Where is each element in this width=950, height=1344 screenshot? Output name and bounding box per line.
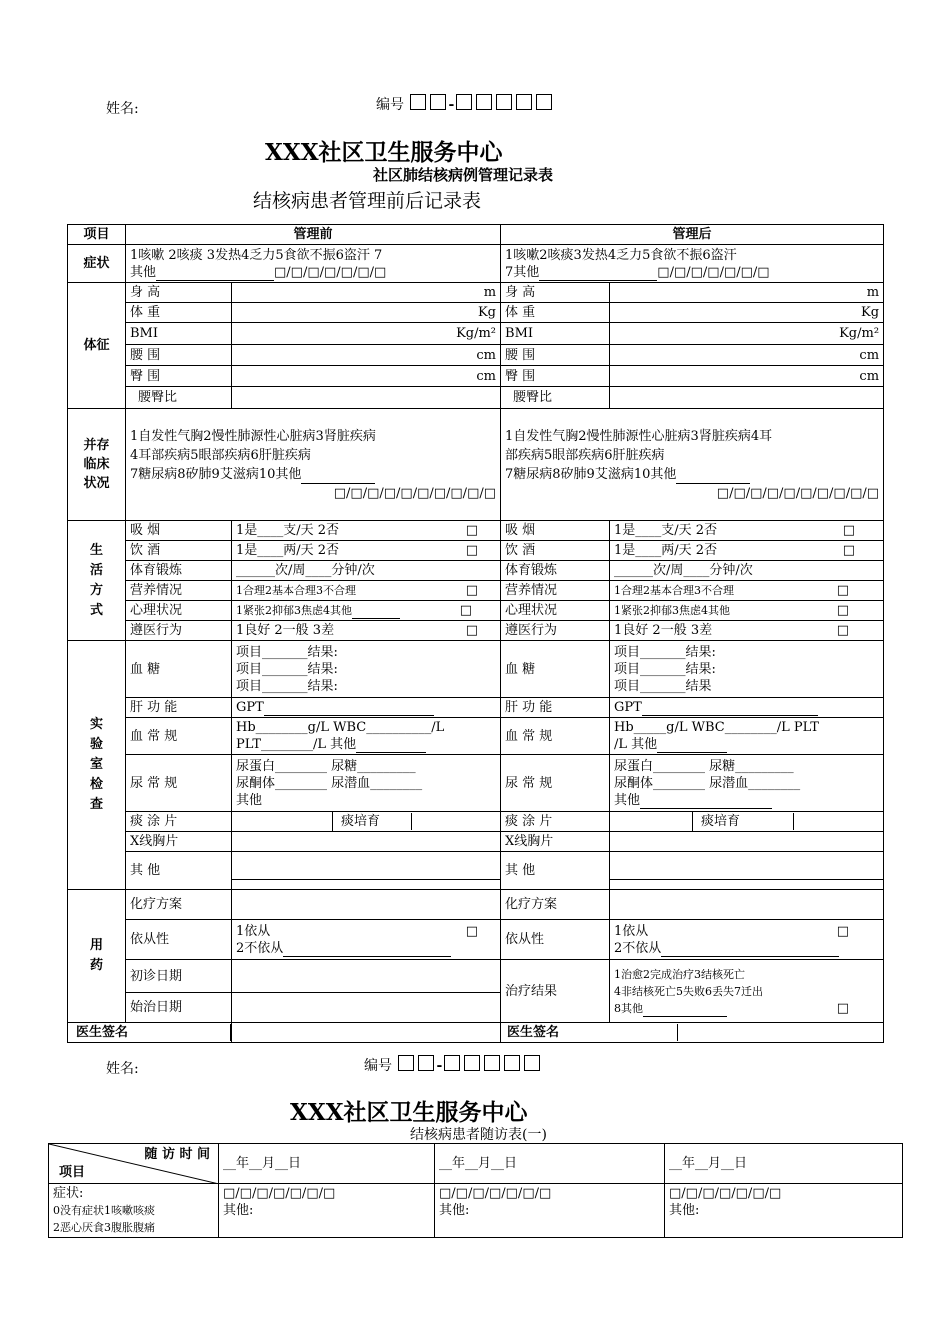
comorbid-label: 并存临床状况 [68, 409, 126, 521]
code-box[interactable] [430, 94, 446, 110]
result-line: 1治愈2完成治疗3结核死亡 [614, 967, 746, 981]
xray-label: X线胸片 [126, 832, 232, 852]
symptom-other: 7其他 [505, 264, 540, 280]
nutrition-after[interactable] [610, 581, 884, 601]
followup-symptom-1[interactable] [219, 1184, 435, 1238]
doctor-sign-before[interactable] [232, 1023, 501, 1043]
chemo-before[interactable] [232, 890, 501, 920]
center-title-2: XXX社区卫生服务中心 [290, 1099, 528, 1126]
bs-item: 项目_______结果: [236, 661, 338, 677]
comorbid-line: 1自发性气胸2慢性肺源性心脏病3肾脏疾病 [130, 428, 376, 444]
hip-label: 臀 围 [126, 366, 232, 387]
nutrition-label: 营养情况 [126, 581, 232, 601]
urine-line: 尿酮体________ 尿潜血________ [614, 775, 801, 791]
symptom-line: 1咳嗽 2咳痰 3发热4乏力5食欲不振6盗汗 7 [130, 247, 383, 263]
code-box[interactable] [516, 94, 532, 110]
chemo-label: 化疗方案 [501, 890, 610, 920]
followup-time-label: 随 访 时 间 [144, 1147, 210, 1162]
compliance-behavior-value: 1良好 2一般 3差 [614, 623, 713, 638]
whr-label: 腰臀比 [501, 387, 610, 409]
code-box[interactable] [398, 1055, 414, 1071]
followup-other: 其他: [223, 1203, 254, 1218]
blood-routine-after[interactable] [610, 718, 884, 755]
weight-before[interactable]: Kg [232, 303, 501, 323]
mental-value: 1紧张2抑郁3焦虑4其他 [614, 604, 731, 617]
code-box[interactable] [464, 1055, 480, 1071]
code-box[interactable] [476, 94, 492, 110]
compliance-behavior-checkbox[interactable]: □ [465, 623, 479, 638]
compliance-behavior-label: 遵医行为 [501, 621, 610, 641]
sputum-culture-label: 痰培育 [333, 813, 412, 830]
vital-label: 体征 [68, 283, 126, 409]
nutrition-label: 营养情况 [501, 581, 610, 601]
followup-date-3[interactable]: __年__月__日 [665, 1144, 903, 1184]
sputum-smear-label: 痰 涂 片 [126, 812, 232, 832]
whr-before[interactable] [232, 387, 501, 409]
doctor-sign-after[interactable]: 医生签名 [501, 1023, 884, 1043]
waist-label: 腰 围 [501, 345, 610, 366]
code-dash: - [448, 97, 455, 113]
treatment-result-value[interactable] [610, 960, 884, 1023]
waist-before[interactable]: cm [232, 345, 501, 366]
symptom-checkboxes[interactable]: □/□/□/□/□/□/□ [223, 1186, 336, 1201]
blood-sugar-label: 血 糖 [501, 641, 610, 698]
weight-after[interactable]: Kg [610, 303, 884, 323]
management-table [67, 224, 884, 1043]
exercise-after[interactable]: ______次/周____分钟/次 [610, 561, 884, 581]
first-visit-label: 初诊日期 [126, 960, 232, 993]
other-before[interactable] [232, 852, 501, 890]
code-box[interactable] [456, 94, 472, 110]
xray-after[interactable] [610, 832, 884, 852]
comorbid-line: 4耳部疾病5眼部疾病6肝脏疾病 [130, 447, 311, 463]
xray-label: X线胸片 [501, 832, 610, 852]
med-label: 用药 [68, 890, 126, 1023]
smoke-value: 1是____支/天 2否 [236, 523, 340, 538]
other-label: 其 他 [126, 852, 232, 890]
form-title: 社区肺结核病例管理记录表 [373, 166, 554, 184]
urine-label: 尿 常 规 [501, 755, 610, 812]
code-box[interactable] [504, 1055, 520, 1071]
bs-item: 项目_______结果: [614, 661, 716, 677]
followup-other: 其他: [669, 1203, 700, 1218]
followup-title: 结核病患者随访表(一) [410, 1127, 547, 1143]
name-label: 姓名: [106, 101, 139, 117]
liver-before[interactable] [232, 698, 501, 718]
name-label-2: 姓名: [106, 1061, 139, 1077]
height-before[interactable]: m [232, 283, 501, 303]
symptom-line: 1咳嗽2咳痰3发热4乏力5食欲不振6盗汗 [505, 247, 737, 263]
compliance-behavior-value: 1良好 2一般 3差 [236, 623, 335, 638]
bmi-after[interactable]: Kg/m² [610, 323, 884, 345]
symptom-after[interactable] [501, 245, 884, 283]
symptom-cell [49, 1184, 219, 1238]
doctor-sign-label: 医生签名 [68, 1023, 232, 1043]
smoke-checkbox[interactable]: □ [842, 523, 856, 538]
drink-checkbox[interactable]: □ [465, 543, 479, 558]
smoke-checkbox[interactable]: □ [465, 523, 479, 538]
sputum-culture-label: 痰培育 [693, 813, 794, 830]
other-after[interactable] [610, 852, 884, 890]
whr-label: 腰臀比 [126, 387, 232, 409]
code-box[interactable] [496, 94, 512, 110]
weight-label: 体 重 [126, 303, 232, 323]
code-label-2: 编号 [364, 1058, 392, 1074]
compliance-option: 2不依从 [614, 940, 662, 956]
drink-label: 饮 酒 [126, 541, 232, 561]
compliance-label: 依从性 [501, 920, 610, 960]
chemo-after[interactable] [610, 890, 884, 920]
urine-line: 尿酮体________ 尿潜血________ [236, 775, 423, 791]
compliance-before[interactable] [232, 920, 501, 960]
followup-date-2[interactable]: __年__月__日 [435, 1144, 665, 1184]
liver-after[interactable] [610, 698, 884, 718]
center-title: XXX社区卫生服务中心 [265, 139, 503, 166]
bmi-label: BMI [501, 323, 610, 345]
nutrition-before[interactable] [232, 581, 501, 601]
hip-label: 臀 围 [501, 366, 610, 387]
br-line: Hb_____g/L WBC________/L PLT [614, 720, 819, 735]
nutrition-checkbox[interactable]: □ [465, 583, 479, 598]
comorbid-before[interactable] [126, 409, 501, 521]
code-box[interactable] [410, 94, 426, 110]
blood-routine-label: 血 常 规 [501, 718, 610, 755]
life-label: 生活方式 [68, 521, 126, 641]
followup-other: 其他: [439, 1203, 470, 1218]
code-box[interactable] [484, 1055, 500, 1071]
mental-label: 心理状况 [501, 601, 610, 621]
start-date-label: 始治日期 [126, 993, 232, 1023]
bmi-label: BMI [126, 323, 232, 345]
followup-item-label: 项目 [59, 1165, 86, 1180]
compliance-checkbox[interactable]: □ [465, 923, 479, 939]
blood-sugar-label: 血 糖 [126, 641, 232, 698]
code-box[interactable] [444, 1055, 460, 1071]
treatment-result-label: 治疗结果 [501, 960, 610, 1023]
sputum-smear-label: 痰 涂 片 [501, 812, 610, 832]
liver-value: GPT [236, 700, 264, 715]
urine-label: 尿 常 规 [126, 755, 232, 812]
sub-title: 结核病患者管理前后记录表 [253, 190, 482, 212]
exercise-before[interactable]: ______次/周____分钟/次 [232, 561, 501, 581]
compliance-behavior-before[interactable] [232, 621, 501, 641]
symptom-other: 其他 [130, 264, 157, 280]
br-line: /L 其他 [614, 737, 658, 752]
smoke-value: 1是____支/天 2否 [614, 523, 718, 538]
br-line: PLT________/L 其他 [236, 737, 357, 752]
mental-after[interactable] [610, 601, 884, 621]
br-line: Hb________g/L WBC__________/L [236, 720, 445, 735]
comorbid-line: 部疾病5眼部疾病6肝脏疾病 [505, 447, 665, 463]
bs-item: 项目_______结果: [236, 644, 338, 660]
col-item: 项目 [68, 225, 126, 245]
symptom-checkboxes[interactable]: □/□/□/□/□/□/□ [669, 1186, 782, 1201]
comorbid-checkboxes[interactable]: □/□/□/□/□/□/□/□/□/□ [333, 485, 497, 501]
col-after: 管理后 [501, 225, 884, 245]
followup-symptom-3[interactable] [665, 1184, 903, 1238]
result-checkbox[interactable]: □ [836, 1000, 850, 1016]
blood-routine-label: 血 常 规 [126, 718, 232, 755]
urine-line: 其他 [614, 792, 641, 808]
bmi-before[interactable]: Kg/m² [232, 323, 501, 345]
code-field [376, 94, 554, 114]
mental-value: 1紧张2抑郁3焦虑4其他 [236, 604, 352, 617]
height-label: 身 高 [126, 283, 232, 303]
symptom-option: 2恶心厌食3腹胀腹痛 [53, 1221, 155, 1234]
whr-after[interactable] [610, 387, 884, 409]
sputum-after[interactable] [610, 812, 884, 832]
col-before: 管理前 [126, 225, 501, 245]
nutrition-checkbox[interactable]: □ [836, 583, 850, 598]
first-visit-value[interactable] [232, 960, 501, 993]
bs-item: 项目_______结果: [236, 678, 338, 694]
comorbid-line: 1自发性气胸2慢性肺源性心脏病3肾脏疾病4耳 [505, 428, 773, 444]
result-line: 8其他 [614, 1001, 644, 1015]
hip-before[interactable]: cm [232, 366, 501, 387]
code-box[interactable] [524, 1055, 540, 1071]
drink-checkbox[interactable]: □ [842, 543, 856, 558]
compliance-option: 1依从 [236, 923, 271, 939]
blood-sugar-before[interactable] [232, 641, 501, 698]
symptom-label: 症状 [68, 245, 126, 283]
compliance-behavior-after[interactable] [610, 621, 884, 641]
smoke-before[interactable] [232, 521, 501, 541]
bs-item: 项目_______结果: [614, 644, 716, 660]
followup-date-1[interactable]: __年__月__日 [219, 1144, 435, 1184]
followup-header-cell [49, 1144, 219, 1184]
drink-value: 1是____两/天 2否 [614, 543, 718, 558]
code-box[interactable] [536, 94, 552, 110]
result-line: 4非结核死亡5失败6丢失7迁出 [614, 984, 764, 998]
blood-sugar-after[interactable] [610, 641, 884, 698]
followup-symptom-2[interactable] [435, 1184, 665, 1238]
code-dash: - [436, 1058, 443, 1074]
symptom-before[interactable] [126, 245, 501, 283]
exercise-label: 体育锻炼 [126, 561, 232, 581]
chemo-label: 化疗方案 [126, 890, 232, 920]
compliance-behavior-label: 遵医行为 [126, 621, 232, 641]
liver-label: 肝 功 能 [501, 698, 610, 718]
urine-after[interactable] [610, 755, 884, 812]
compliance-option: 2不依从 [236, 940, 284, 956]
waist-after[interactable]: cm [610, 345, 884, 366]
smoke-after[interactable] [610, 521, 884, 541]
nutrition-value: 1合理2基本合理3不合理 [614, 584, 735, 597]
symptom-checkboxes[interactable]: □/□/□/□/□/□/□ [274, 264, 387, 280]
smoke-label: 吸 烟 [501, 521, 610, 541]
weight-label: 体 重 [501, 303, 610, 323]
sputum-before[interactable] [232, 812, 501, 832]
compliance-after[interactable] [610, 920, 884, 960]
compliance-label: 依从性 [126, 920, 232, 960]
lab-label: 实验室检查 [68, 641, 126, 890]
blood-routine-before[interactable] [232, 718, 501, 755]
bs-item: 项目_______结果 [614, 678, 712, 694]
followup-symptom-label: 症状: [53, 1186, 84, 1201]
mental-checkbox[interactable]: □ [459, 603, 473, 618]
urine-before[interactable] [232, 755, 501, 812]
height-after[interactable]: m [610, 283, 884, 303]
symptom-checkboxes[interactable]: □/□/□/□/□/□/□ [439, 1186, 552, 1201]
waist-label: 腰 围 [126, 345, 232, 366]
compliance-behavior-checkbox[interactable]: □ [836, 623, 850, 638]
code-field-2 [364, 1055, 542, 1075]
nutrition-value: 1合理2基本合理3不合理 [236, 584, 356, 597]
mental-checkbox[interactable]: □ [836, 603, 850, 618]
height-label: 身 高 [501, 283, 610, 303]
comorbid-checkboxes[interactable]: □/□/□/□/□/□/□/□/□/□ [716, 485, 880, 501]
drink-value: 1是____两/天 2否 [236, 543, 340, 558]
mental-before[interactable] [232, 601, 501, 621]
urine-line: 尿蛋白________ 尿糖_________ [236, 758, 416, 774]
smoke-label: 吸 烟 [126, 521, 232, 541]
liver-label: 肝 功 能 [126, 698, 232, 718]
compliance-option: 1依从 [614, 923, 649, 939]
drink-before[interactable] [232, 541, 501, 561]
comorbid-line: 7糖尿病8矽肺9艾滋病10其他 [505, 466, 677, 482]
drink-label: 饮 酒 [501, 541, 610, 561]
urine-line: 尿蛋白________ 尿糖_________ [614, 758, 794, 774]
compliance-checkbox[interactable]: □ [836, 923, 850, 939]
symptom-checkboxes[interactable]: □/□/□/□/□/□/□ [657, 264, 770, 280]
other-label: 其 他 [501, 852, 610, 890]
exercise-label: 体育锻炼 [501, 561, 610, 581]
code-box[interactable] [418, 1055, 434, 1071]
followup-table [48, 1143, 903, 1238]
xray-before[interactable] [232, 832, 501, 852]
urine-line: 其他 [236, 792, 263, 808]
comorbid-after[interactable] [501, 409, 884, 521]
mental-label: 心理状况 [126, 601, 232, 621]
drink-after[interactable] [610, 541, 884, 561]
code-label: 编号 [376, 97, 404, 113]
comorbid-line: 7糖尿病8矽肺9艾滋病10其他 [130, 466, 302, 482]
hip-after[interactable]: cm [610, 366, 884, 387]
symptom-option: 0没有症状1咳嗽咳痰 [53, 1204, 155, 1217]
start-date-value[interactable] [232, 993, 501, 1023]
liver-value: GPT [614, 700, 642, 715]
